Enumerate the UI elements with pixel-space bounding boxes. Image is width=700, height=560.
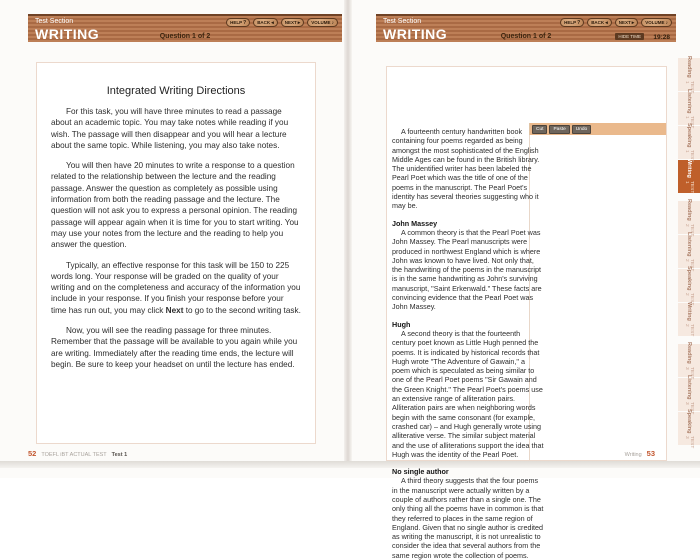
- directions-paragraph: You will then have 20 minutes to write a response to a question related to the relationship between the lecture and the reading passage. Answer the question as completely as possible using information from both the reading passage and the lecture. The question will not ask you to express a personal opinion. The reading passage will appear again when it is time for you to start writing. You may use your notes from the lecture and the reading to help you answer the question.: [51, 161, 299, 250]
- left-page-number: 52: [28, 449, 37, 458]
- paste-button[interactable]: Paste: [549, 125, 569, 134]
- side-tab-listening-test2[interactable]: [678, 231, 700, 272]
- side-tab-listening-test1[interactable]: [678, 88, 700, 129]
- right-page-number: 53: [646, 449, 655, 458]
- back-arrow-icon: ◂: [605, 19, 608, 26]
- next-button[interactable]: [615, 18, 639, 27]
- directions-title: Integrated Writing Directions: [106, 85, 246, 97]
- header-section-label: Test Section: [383, 18, 422, 25]
- directions-paragraph-text: Typically, an effective response for this task will be 150 to 225 words long. Your response will be graded on the quality of your writing and on the completeness and accuracy of the information you include in your response. If you finish your response before your time has run out, you may click: [51, 260, 301, 315]
- tab-test-number: TEST 3: [684, 436, 694, 449]
- undo-button[interactable]: Undo: [572, 125, 591, 134]
- tab-test-number: TEST 2: [684, 324, 694, 337]
- passage-heading: John Massey: [392, 218, 438, 228]
- tab-label: Listening: [686, 374, 692, 400]
- directions-paragraph: [51, 260, 301, 316]
- tab-label: Speaking: [686, 265, 692, 291]
- help-button-label: HELP: [564, 20, 577, 25]
- side-tab-listening-test3[interactable]: [678, 374, 700, 415]
- side-tab-writing-test2[interactable]: [678, 303, 700, 336]
- tab-label: Writing: [686, 159, 692, 179]
- help-button[interactable]: [226, 18, 250, 27]
- passage-heading: Hugh: [392, 319, 411, 329]
- writing-directions-panel: [36, 62, 316, 444]
- passage-paragraph: A second theory is that the fourteenth century poet known as Little Hugh penned the poems. It is indicated by historical records that Hugh wrote "The Adventure of Gawain," a poem which is speculated as being similar to one of the Pearl Poet poems "Sir Gawain and the Green Knight." The Pearl Poet's poems use an extensive range of alliteration pairs. Alliteration pairs are when neighboring words begin with the same consonant (for example, crashed car) – and Hugh generally wrote using alliterative verse. The similar subject material and the use of alliterations support the idea that Hugh was the identity of the Pearl Poet.: [392, 328, 544, 459]
- next-arrow-icon: ▸: [631, 19, 635, 26]
- tab-test-number: TEST 1: [684, 80, 694, 93]
- speaker-icon: ♪: [331, 19, 334, 26]
- directions-paragraph-text: to go to the second writing task.: [183, 305, 301, 315]
- volume-button[interactable]: [307, 18, 338, 27]
- tab-test-number: TEST 3: [684, 402, 694, 415]
- help-icon: ?: [243, 19, 247, 26]
- help-button-label: HELP: [230, 20, 243, 25]
- passage-paragraph: A third theory suggests that the four poems in the manuscript were actually written by a couple of authors rather than a single one. The only thing all the poems have in common is that they referred to places in the same region of England. Given that no single author is credited as writing the manuscript, it is not unrealistic to consider the idea that several authors from the same region wrote the collection of poems.: [392, 476, 544, 560]
- right-page-footer: [625, 449, 655, 458]
- page-gutter: [344, 0, 352, 461]
- next-button[interactable]: [281, 18, 305, 27]
- tab-test-number: TEST 2: [684, 293, 694, 306]
- hide-time-button[interactable]: HIDE TIME: [615, 33, 644, 40]
- back-button-label: BACK: [257, 20, 271, 25]
- header-section-title: WRITING: [383, 26, 448, 42]
- tab-test-number: TEST 2: [684, 223, 694, 236]
- help-button[interactable]: [560, 18, 584, 27]
- side-tab-reading-test3[interactable]: [678, 344, 700, 377]
- test-header-right: [376, 14, 676, 42]
- question-progress: Question 1 of 2: [500, 33, 552, 40]
- side-tab-reading-test1[interactable]: [678, 58, 700, 91]
- test-label: Test 1: [111, 452, 128, 458]
- tab-label: Listening: [686, 88, 692, 114]
- header-section-label: Test Section: [35, 18, 74, 25]
- tab-label: Reading: [686, 199, 692, 221]
- tab-test-number: TEST 3: [684, 366, 694, 379]
- tab-label: Reading: [686, 56, 692, 78]
- header-buttons: [226, 18, 338, 27]
- side-tab-reading-test2[interactable]: [678, 201, 700, 234]
- back-arrow-icon: ◂: [271, 19, 274, 26]
- tab-label: Reading: [686, 342, 692, 364]
- tab-test-number: TEST 1: [684, 150, 694, 163]
- header-buttons: [560, 18, 672, 27]
- back-button[interactable]: [253, 18, 278, 27]
- back-button-label: BACK: [591, 20, 605, 25]
- test-header-left: [28, 14, 342, 42]
- header-section-title: WRITING: [35, 26, 100, 42]
- page-bottom-edge: [0, 461, 700, 468]
- directions-paragraph: Now, you will see the reading passage for three minutes. Remember that the passage will be available to you again while you are writing. Immediately after the reading time ends, the lecture will begin. Be sure to keep your headset on until the lecture has ended.: [51, 326, 298, 369]
- time-remaining: 19:28: [653, 34, 670, 41]
- directions-paragraph: For this task, you will have three minutes to read a passage about an academic topic. You may take notes while reading if you wish. The passage will then disappear and you will hear a lecture about the same topic. While listening, you may also take notes.: [51, 107, 289, 150]
- editor-toolbar: [529, 123, 666, 135]
- reading-passage: [392, 127, 544, 560]
- writing-task-panel: [386, 66, 667, 560]
- volume-button-label: VOLUME: [311, 20, 331, 25]
- cut-button[interactable]: Cut: [532, 125, 547, 134]
- help-icon: ?: [577, 19, 581, 26]
- side-tab-speaking-test1[interactable]: [678, 122, 700, 163]
- tab-label: Listening: [686, 231, 692, 257]
- footer-section-label: Writing: [624, 452, 642, 458]
- next-arrow-icon: ▸: [297, 19, 301, 26]
- passage-paragraph: A common theory is that the Pearl Poet was John Massey. The Pearl manuscripts were produced in northwest England which is where John was known to have lived. Not only that, the handwriting of the poems in the manuscript is in the same handwriting as John's surviving manuscript, "Saint Erkenwald." These facts are convincing evidence that the Pearl Poet was John Massey.: [392, 227, 542, 312]
- side-tab-speaking-test3[interactable]: [678, 408, 700, 449]
- tab-label: Writing: [686, 302, 692, 322]
- volume-button[interactable]: [641, 18, 672, 27]
- tab-test-number: TEST 1: [684, 181, 694, 194]
- back-button[interactable]: [587, 18, 612, 27]
- passage-heading: No single author: [392, 467, 449, 477]
- tab-label: Speaking: [686, 408, 692, 434]
- next-button-label: NEXT: [618, 20, 631, 25]
- question-progress: Question 1 of 2: [159, 33, 211, 40]
- book-side-tabs: [678, 56, 700, 449]
- speaker-icon: ♪: [665, 19, 668, 26]
- next-keyword: Next: [165, 305, 184, 315]
- side-tab-writing-test1-active[interactable]: [678, 160, 700, 193]
- next-button-label: NEXT: [284, 20, 297, 25]
- book-title: TOEFL iBT ACTUAL TEST: [41, 452, 107, 458]
- volume-button-label: VOLUME: [645, 20, 665, 25]
- left-page-footer: [28, 449, 127, 458]
- side-tab-speaking-test2[interactable]: [678, 265, 700, 306]
- tab-test-number: TEST 1: [684, 116, 694, 129]
- tab-test-number: TEST 2: [684, 259, 694, 272]
- tab-label: Speaking: [686, 122, 692, 148]
- passage-paragraph: A fourteenth century handwritten book containing four poems regarded as being amongst the most sophisticated of the English Middle Ages can be found in the British library. The unidentified writer has been labeled the Pearl Poet which was the title of one of the poems in the manuscript. The Pearl Poet's identity has several theories suggesting who it may be.: [392, 127, 540, 211]
